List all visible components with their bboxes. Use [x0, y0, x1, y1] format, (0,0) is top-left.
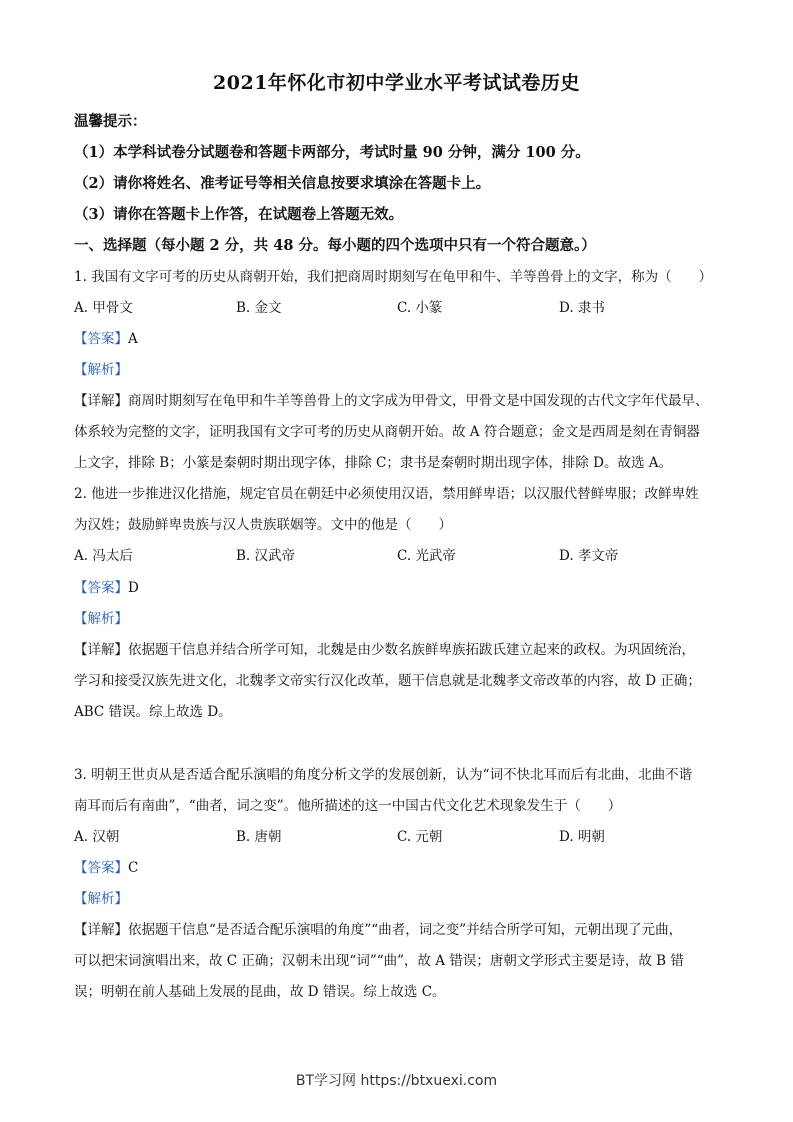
detail-line: 可以把宋词演唱出来，故 C 正确；汉朝未出现“词”“曲”，故 A 错误；唐朝文学形式主要是诗，故 B 错	[74, 953, 684, 969]
option-b: B. 唐朝	[236, 829, 282, 845]
detail-line: ABC 错误。综上故选 D。	[74, 704, 232, 720]
notice-item: （2）请你将姓名、准考证号等相关信息按要求填涂在答题卡上。	[74, 175, 491, 192]
option-a: A. 甲骨文	[74, 300, 133, 316]
answer-label: 【答案】	[74, 331, 128, 347]
analysis-label: 【解析】	[74, 362, 128, 378]
question-stem: 1. 我国有文字可考的历史从商朝开始，我们把商周时期刻写在龟甲和牛、羊等兽骨上的文字，称为（ ）	[74, 269, 713, 285]
option-d: D. 孝文帝	[559, 548, 619, 564]
detail-line: 【详解】依据题干信息“是否适合配乐演唱的角度”“曲者，词之变”并结合所学可知，元朝出现了元曲，	[74, 922, 683, 938]
notice-heading: 温馨提示：	[74, 113, 147, 130]
answer-line	[74, 327, 734, 347]
answer-value: C	[128, 860, 139, 876]
question-stem: 为汉姓；鼓励鲜卑贵族与汉人贵族联姻等。文中的他是（ ）	[74, 517, 452, 533]
detail-line: 上文字，排除 B；小篆是秦朝时期出现字体，排除 C；隶书是秦朝时期出现字体，排除 D。故选 A。	[74, 455, 672, 471]
answer-value: A	[128, 331, 138, 347]
answer-line	[74, 856, 734, 876]
detail-line: 【详解】商周时期刻写在龟甲和牛羊等兽骨上的文字成为甲骨文，甲骨文是中国发现的古代文字年代最早、	[74, 393, 709, 409]
option-d: D. 隶书	[559, 300, 605, 316]
analysis-label: 【解析】	[74, 611, 128, 627]
detail-line: 体系较为完整的文字，证明我国有文字可考的历史从商朝开始。故 A 符合题意；金文是西周是刻在青铜器	[74, 424, 700, 440]
page-title: 2021年怀化市初中学业水平考试试卷历史	[213, 72, 580, 94]
detail-line: 误；明朝在前人基础上发展的昆曲，故 D 错误。综上故选 C。	[74, 984, 446, 1000]
answer-value: D	[128, 580, 139, 596]
question-options	[74, 825, 734, 845]
section-heading: 一、选择题（每小题 2 分，共 48 分。每小题的四个选项中只有一个符合题意。）	[74, 237, 596, 254]
option-d: D. 明朝	[559, 829, 605, 845]
question-stem: 3. 明朝王世贞从是否适合配乐演唱的角度分析文学的发展创新，认为“词不快北耳而后有北曲，北曲不谐	[74, 767, 693, 783]
notice-item: （1）本学科试卷分试题卷和答题卡两部分，考试时量 90 分钟，满分 100 分。	[74, 144, 590, 161]
answer-line	[74, 576, 734, 596]
option-c: C. 元朝	[397, 829, 443, 845]
option-c: C. 光武帝	[397, 548, 456, 564]
notice-item: （3）请你在答题卡上作答，在试题卷上答题无效。	[74, 206, 404, 223]
question-stem: 2. 他进一步推进汉化措施，规定官员在朝廷中必须使用汉语，禁用鲜卑语；以汉服代替鲜卑服；改鲜卑姓	[74, 486, 699, 502]
option-a: A. 汉朝	[74, 829, 120, 845]
question-options	[74, 544, 734, 564]
site-footer: BT学习网 https://btxuexi.com	[295, 1073, 498, 1089]
option-a: A. 冯太后	[74, 548, 133, 564]
option-c: C. 小篆	[397, 300, 443, 316]
option-b: B. 金文	[236, 300, 282, 316]
option-b: B. 汉武帝	[236, 548, 296, 564]
question-options	[74, 296, 734, 316]
analysis-label: 【解析】	[74, 891, 128, 907]
detail-line: 学习和接受汉族先进文化，北魏孝文帝实行汉化改革，题干信息就是北魏孝文帝改革的内容，故 D 正确；	[74, 673, 701, 689]
answer-label: 【答案】	[74, 580, 128, 596]
answer-label: 【答案】	[74, 860, 128, 876]
question-stem: 南耳而后有南曲”，“曲者，词之变”。他所描述的这一中国古代文化艺术现象发生于（ ）	[74, 798, 622, 814]
detail-line: 【详解】依据题干信息并结合所学可知，北魏是由少数名族鲜卑族拓跋氏建立起来的政权。为巩固统治，	[74, 642, 695, 658]
